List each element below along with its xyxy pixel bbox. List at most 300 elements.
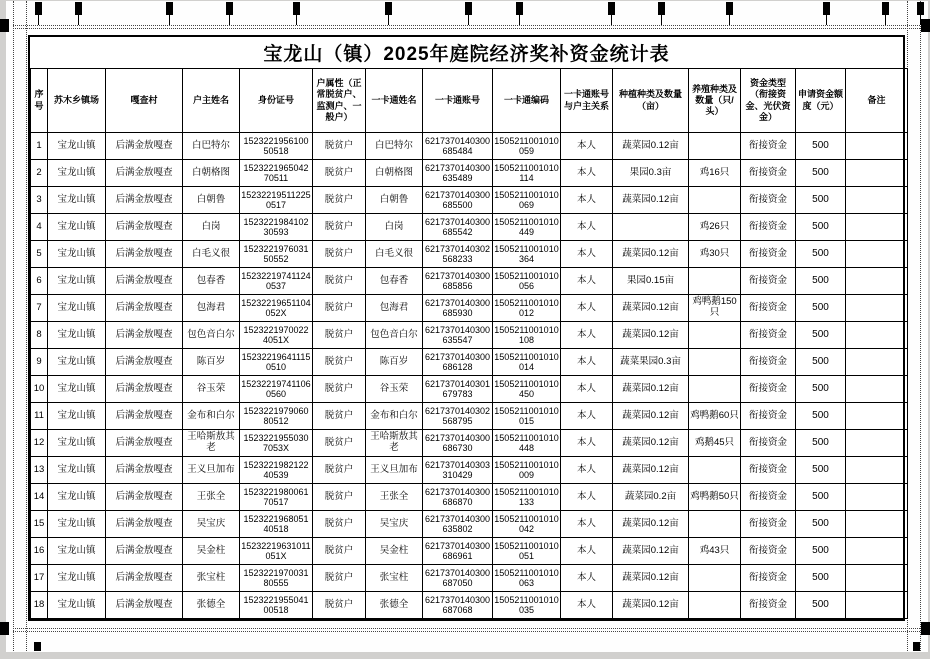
cell-account: 6217370140300686128 <box>423 349 493 376</box>
table-row <box>31 241 908 268</box>
cell-attr: 脱贫户 <box>313 322 366 349</box>
cell-name: 白毛义很 <box>183 241 240 268</box>
cell-code: 1505211001010364 <box>493 241 561 268</box>
cell-account: 6217370140300635547 <box>423 322 493 349</box>
cell-no: 10 <box>31 376 48 403</box>
cell-breeding: 鸡43只 <box>689 538 741 565</box>
cell-breeding <box>689 511 741 538</box>
cell-id: 15232219700224051X <box>240 322 313 349</box>
cell-remark <box>846 376 908 403</box>
cell-code: 1505211001010133 <box>493 484 561 511</box>
table-row <box>31 403 908 430</box>
cell-planting: 蔬菜果园0.3亩 <box>613 349 689 376</box>
cell-no: 3 <box>31 187 48 214</box>
margin-handle[interactable] <box>0 622 9 635</box>
cell-no: 5 <box>31 241 48 268</box>
cell-township: 宝龙山镇 <box>48 133 106 160</box>
cell-id: 15232219631011051X <box>240 538 313 565</box>
cell-name: 张德全 <box>183 592 240 619</box>
cell-amount: 500 <box>796 538 846 565</box>
cell-code: 1505211001010014 <box>493 349 561 376</box>
cell-township: 宝龙山镇 <box>48 160 106 187</box>
cell-card_name: 白巴特尔 <box>366 133 423 160</box>
cell-attr: 脱贫户 <box>313 268 366 295</box>
cell-township: 宝龙山镇 <box>48 376 106 403</box>
cell-village: 后满金敖嘎查 <box>106 538 183 565</box>
column-header-relation: 一卡通账号与户主关系 <box>561 69 613 133</box>
cell-no: 8 <box>31 322 48 349</box>
cell-planting: 蔬菜园0.12亩 <box>613 133 689 160</box>
cell-code: 1505211001010042 <box>493 511 561 538</box>
cell-township: 宝龙山镇 <box>48 295 106 322</box>
cell-id: 152322198410230593 <box>240 214 313 241</box>
column-width-handle[interactable] <box>823 2 830 15</box>
cell-amount: 500 <box>796 511 846 538</box>
margin-handle[interactable] <box>913 642 920 651</box>
column-width-handle[interactable] <box>658 2 665 15</box>
cell-attr: 脱贫户 <box>313 349 366 376</box>
cell-remark <box>846 214 908 241</box>
cell-amount: 500 <box>796 295 846 322</box>
cell-id: 152322195504100518 <box>240 592 313 619</box>
cell-village: 后满金敖嘎查 <box>106 511 183 538</box>
cell-attr: 脱贫户 <box>313 214 366 241</box>
cell-card_name: 张宝柱 <box>366 565 423 592</box>
table-row <box>31 565 908 592</box>
cell-village: 后满金敖嘎查 <box>106 484 183 511</box>
cell-attr: 脱贫户 <box>313 160 366 187</box>
column-width-handle[interactable] <box>516 2 523 15</box>
cell-relation: 本人 <box>561 457 613 484</box>
cell-relation: 本人 <box>561 592 613 619</box>
data-table <box>30 68 908 619</box>
cell-remark <box>846 484 908 511</box>
cell-relation: 本人 <box>561 214 613 241</box>
cell-relation: 本人 <box>561 484 613 511</box>
column-width-handle[interactable] <box>226 2 233 15</box>
cell-planting: 蔬菜园0.12亩 <box>613 511 689 538</box>
table-row <box>31 511 908 538</box>
cell-breeding <box>689 322 741 349</box>
cell-account: 6217370140302568795 <box>423 403 493 430</box>
table-row <box>31 484 908 511</box>
cell-fund: 衔接资金 <box>741 160 796 187</box>
cell-breeding <box>689 565 741 592</box>
cell-township: 宝龙山镇 <box>48 268 106 295</box>
table-row <box>31 376 908 403</box>
cell-village: 后满金敖嘎查 <box>106 268 183 295</box>
table-row <box>31 349 908 376</box>
cell-amount: 500 <box>796 133 846 160</box>
cell-amount: 500 <box>796 160 846 187</box>
cell-township: 宝龙山镇 <box>48 511 106 538</box>
cell-amount: 500 <box>796 349 846 376</box>
cell-remark <box>846 187 908 214</box>
cell-account: 6217370140300685484 <box>423 133 493 160</box>
table-row <box>31 430 908 457</box>
cell-card_name: 吴金柱 <box>366 538 423 565</box>
cell-relation: 本人 <box>561 295 613 322</box>
table-title: 宝龙山（镇）2025年庭院经济奖补资金统计表 <box>263 44 670 65</box>
cell-relation: 本人 <box>561 133 613 160</box>
cell-amount: 500 <box>796 430 846 457</box>
cell-card_name: 张德全 <box>366 592 423 619</box>
cell-id: 152322197906080512 <box>240 403 313 430</box>
cell-no: 1 <box>31 133 48 160</box>
margin-line <box>13 1 14 651</box>
cell-township: 宝龙山镇 <box>48 592 106 619</box>
cell-code: 1505211001010012 <box>493 295 561 322</box>
cell-code: 1505211001010450 <box>493 376 561 403</box>
cell-no: 2 <box>31 160 48 187</box>
cell-village: 后满金敖嘎查 <box>106 214 183 241</box>
cell-attr: 脱贫户 <box>313 592 366 619</box>
table-row <box>31 214 908 241</box>
cell-card_name: 陈百岁 <box>366 349 423 376</box>
cell-card_name: 谷玉荣 <box>366 376 423 403</box>
cell-id: 15232219651104052X <box>240 295 313 322</box>
cell-code: 1505211001010114 <box>493 160 561 187</box>
margin-handle[interactable] <box>921 622 930 635</box>
cell-township: 宝龙山镇 <box>48 241 106 268</box>
cell-account: 6217370140300686870 <box>423 484 493 511</box>
cell-name: 包海君 <box>183 295 240 322</box>
column-header-code: 一卡通编码 <box>493 69 561 133</box>
cell-village: 后满金敖嘎查 <box>106 322 183 349</box>
cell-village: 后满金敖嘎查 <box>106 457 183 484</box>
cell-id: 152322196411150510 <box>240 349 313 376</box>
cell-attr: 脱贫户 <box>313 241 366 268</box>
cell-village: 后满金敖嘎查 <box>106 403 183 430</box>
header-row <box>31 69 908 133</box>
cell-code: 1505211001010035 <box>493 592 561 619</box>
cell-planting: 蔬菜园0.12亩 <box>613 295 689 322</box>
cell-attr: 脱贫户 <box>313 511 366 538</box>
cell-account: 6217370140300687050 <box>423 565 493 592</box>
cell-remark <box>846 457 908 484</box>
margin-handle[interactable] <box>921 19 930 32</box>
cell-no: 18 <box>31 592 48 619</box>
cell-relation: 本人 <box>561 241 613 268</box>
cell-breeding: 鸡鸭鹅50只 <box>689 484 741 511</box>
cell-id: 15232219550307053X <box>240 430 313 457</box>
cell-planting: 果园0.15亩 <box>613 268 689 295</box>
cell-relation: 本人 <box>561 538 613 565</box>
cell-township: 宝龙山镇 <box>48 538 106 565</box>
cell-attr: 脱贫户 <box>313 403 366 430</box>
cell-remark <box>846 403 908 430</box>
cell-attr: 脱贫户 <box>313 484 366 511</box>
margin-line <box>13 628 920 629</box>
cell-amount: 500 <box>796 241 846 268</box>
cell-planting: 蔬菜园0.12亩 <box>613 403 689 430</box>
cell-amount: 500 <box>796 457 846 484</box>
cell-id: 152322197003180555 <box>240 565 313 592</box>
cell-no: 7 <box>31 295 48 322</box>
cell-card_name: 王哈斯敖其老 <box>366 430 423 457</box>
cell-no: 12 <box>31 430 48 457</box>
cell-name: 王张全 <box>183 484 240 511</box>
cell-id: 152322195112250517 <box>240 187 313 214</box>
cell-village: 后满金敖嘎查 <box>106 241 183 268</box>
cell-id: 152322195610050518 <box>240 133 313 160</box>
cell-remark <box>846 349 908 376</box>
cell-no: 4 <box>31 214 48 241</box>
cell-no: 11 <box>31 403 48 430</box>
column-width-handle[interactable] <box>293 2 300 15</box>
column-width-handle[interactable] <box>75 2 82 15</box>
column-header-amount: 申请资金额度（元） <box>796 69 846 133</box>
cell-fund: 衔接资金 <box>741 565 796 592</box>
cell-name: 陈百岁 <box>183 349 240 376</box>
cell-township: 宝龙山镇 <box>48 187 106 214</box>
margin-line <box>26 1 27 651</box>
column-header-remark: 备注 <box>846 69 908 133</box>
cell-attr: 脱贫户 <box>313 133 366 160</box>
cell-account: 6217370140300686730 <box>423 430 493 457</box>
cell-village: 后满金敖嘎查 <box>106 295 183 322</box>
cell-planting: 蔬菜园0.12亩 <box>613 241 689 268</box>
column-width-handle[interactable] <box>465 2 472 15</box>
cell-fund: 衔接资金 <box>741 376 796 403</box>
cell-card_name: 吴宝庆 <box>366 511 423 538</box>
cell-remark <box>846 511 908 538</box>
cell-planting: 蔬菜园0.12亩 <box>613 430 689 457</box>
cell-name: 白朝格图 <box>183 160 240 187</box>
cell-card_name: 包海君 <box>366 295 423 322</box>
column-header-account: 一卡通账号 <box>423 69 493 133</box>
cell-relation: 本人 <box>561 349 613 376</box>
table-row <box>31 322 908 349</box>
column-header-breeding: 养殖种类及数量（只/头） <box>689 69 741 133</box>
cell-township: 宝龙山镇 <box>48 484 106 511</box>
cell-amount: 500 <box>796 322 846 349</box>
cell-breeding <box>689 133 741 160</box>
cell-amount: 500 <box>796 187 846 214</box>
cell-name: 王义旦加布 <box>183 457 240 484</box>
column-width-handle[interactable] <box>608 2 615 15</box>
table-row <box>31 592 908 619</box>
cell-account: 6217370140300635489 <box>423 160 493 187</box>
cell-attr: 脱贫户 <box>313 565 366 592</box>
cell-township: 宝龙山镇 <box>48 349 106 376</box>
cell-no: 6 <box>31 268 48 295</box>
cell-code: 1505211001010448 <box>493 430 561 457</box>
cell-planting: 蔬菜园0.12亩 <box>613 457 689 484</box>
cell-id: 152322196504270511 <box>240 160 313 187</box>
cell-account: 6217370140300686961 <box>423 538 493 565</box>
cell-breeding: 鸡26只 <box>689 214 741 241</box>
cell-fund: 衔接资金 <box>741 268 796 295</box>
cell-account: 6217370140300687068 <box>423 592 493 619</box>
cell-attr: 脱贫户 <box>313 187 366 214</box>
column-width-handle[interactable] <box>166 2 173 15</box>
column-header-no: 序号 <box>31 69 48 133</box>
cell-relation: 本人 <box>561 511 613 538</box>
cell-id: 152322198212240539 <box>240 457 313 484</box>
cell-code: 1505211001010051 <box>493 538 561 565</box>
cell-fund: 衔接资金 <box>741 511 796 538</box>
margin-line <box>13 28 920 29</box>
cell-relation: 本人 <box>561 160 613 187</box>
column-width-handle[interactable] <box>385 2 392 15</box>
cell-breeding <box>689 349 741 376</box>
cell-card_name: 金布和白尔 <box>366 403 423 430</box>
cell-remark <box>846 322 908 349</box>
cell-remark <box>846 538 908 565</box>
cell-breeding <box>689 592 741 619</box>
cell-card_name: 王张全 <box>366 484 423 511</box>
column-header-id: 身份证号 <box>240 69 313 133</box>
cell-code: 1505211001010009 <box>493 457 561 484</box>
cell-township: 宝龙山镇 <box>48 403 106 430</box>
cell-relation: 本人 <box>561 430 613 457</box>
cell-card_name: 王义旦加布 <box>366 457 423 484</box>
column-header-card_name: 一卡通姓名 <box>366 69 423 133</box>
cell-village: 后满金敖嘎查 <box>106 430 183 457</box>
cell-remark <box>846 268 908 295</box>
cell-breeding: 鸡鹅45只 <box>689 430 741 457</box>
cell-account: 6217370140301679783 <box>423 376 493 403</box>
margin-handle[interactable] <box>0 19 9 32</box>
margin-handle[interactable] <box>34 642 41 651</box>
column-header-village: 嘎查村 <box>106 69 183 133</box>
cell-fund: 衔接资金 <box>741 295 796 322</box>
cell-name: 包春香 <box>183 268 240 295</box>
cell-planting <box>613 214 689 241</box>
column-header-fund: 资金类型（衔接资金、光伏资金） <box>741 69 796 133</box>
cell-fund: 衔接资金 <box>741 538 796 565</box>
table-row <box>31 538 908 565</box>
table-row <box>31 133 908 160</box>
margin-line <box>920 1 921 651</box>
cell-attr: 脱贫户 <box>313 376 366 403</box>
cell-amount: 500 <box>796 484 846 511</box>
cell-name: 白岗 <box>183 214 240 241</box>
cell-account: 6217370140300685542 <box>423 214 493 241</box>
cell-village: 后满金敖嘎查 <box>106 565 183 592</box>
cell-village: 后满金敖嘎查 <box>106 349 183 376</box>
cell-fund: 衔接资金 <box>741 457 796 484</box>
cell-fund: 衔接资金 <box>741 241 796 268</box>
cell-code: 1505211001010059 <box>493 133 561 160</box>
table-row <box>31 457 908 484</box>
cell-account: 6217370140300635802 <box>423 511 493 538</box>
cell-card_name: 白朝鲁 <box>366 187 423 214</box>
cell-relation: 本人 <box>561 376 613 403</box>
cell-name: 张宝柱 <box>183 565 240 592</box>
cell-township: 宝龙山镇 <box>48 430 106 457</box>
cell-fund: 衔接资金 <box>741 349 796 376</box>
cell-remark <box>846 160 908 187</box>
cell-name: 包色音白尔 <box>183 322 240 349</box>
cell-id: 152322197411060560 <box>240 376 313 403</box>
cell-account: 6217370140303310429 <box>423 457 493 484</box>
cell-card_name: 白岗 <box>366 214 423 241</box>
cell-code: 1505211001010015 <box>493 403 561 430</box>
cell-fund: 衔接资金 <box>741 403 796 430</box>
cell-no: 13 <box>31 457 48 484</box>
cell-remark <box>846 565 908 592</box>
cell-name: 王哈斯敖其老 <box>183 430 240 457</box>
cell-code: 1505211001010063 <box>493 565 561 592</box>
cell-village: 后满金敖嘎查 <box>106 133 183 160</box>
cell-amount: 500 <box>796 403 846 430</box>
table-row <box>31 160 908 187</box>
cell-breeding <box>689 268 741 295</box>
cell-no: 15 <box>31 511 48 538</box>
cell-relation: 本人 <box>561 187 613 214</box>
cell-breeding <box>689 457 741 484</box>
cell-account: 6217370140302568233 <box>423 241 493 268</box>
cell-township: 宝龙山镇 <box>48 565 106 592</box>
cell-relation: 本人 <box>561 403 613 430</box>
cell-fund: 衔接资金 <box>741 133 796 160</box>
cell-planting: 蔬菜园0.12亩 <box>613 376 689 403</box>
cell-remark <box>846 295 908 322</box>
cell-card_name: 白毛义很 <box>366 241 423 268</box>
cell-planting: 果园0.3亩 <box>613 160 689 187</box>
cell-planting: 蔬菜园0.12亩 <box>613 538 689 565</box>
table-row <box>31 295 908 322</box>
cell-attr: 脱贫户 <box>313 538 366 565</box>
column-width-handle[interactable] <box>726 2 733 15</box>
cell-village: 后满金敖嘎查 <box>106 160 183 187</box>
table-row <box>31 268 908 295</box>
cell-township: 宝龙山镇 <box>48 214 106 241</box>
cell-id: 152322198006170517 <box>240 484 313 511</box>
cell-name: 吴宝庆 <box>183 511 240 538</box>
column-header-township: 苏木乡镇场 <box>48 69 106 133</box>
column-width-handle[interactable] <box>35 2 42 15</box>
cell-no: 16 <box>31 538 48 565</box>
cell-fund: 衔接资金 <box>741 322 796 349</box>
cell-breeding: 鸡30只 <box>689 241 741 268</box>
cell-code: 1505211001010108 <box>493 322 561 349</box>
cell-remark <box>846 592 908 619</box>
cell-amount: 500 <box>796 376 846 403</box>
column-width-handle[interactable] <box>882 2 889 15</box>
cell-amount: 500 <box>796 565 846 592</box>
cell-code: 1505211001010056 <box>493 268 561 295</box>
cell-name: 金布和白尔 <box>183 403 240 430</box>
cell-planting: 蔬菜园0.12亩 <box>613 322 689 349</box>
cell-planting: 蔬菜园0.12亩 <box>613 565 689 592</box>
column-header-name: 户主姓名 <box>183 69 240 133</box>
cell-amount: 500 <box>796 592 846 619</box>
statistics-sheet <box>28 35 905 621</box>
cell-name: 白朝鲁 <box>183 187 240 214</box>
cell-village: 后满金敖嘎查 <box>106 592 183 619</box>
column-width-handle[interactable] <box>917 2 924 15</box>
cell-code: 1505211001010069 <box>493 187 561 214</box>
cell-relation: 本人 <box>561 322 613 349</box>
cell-planting: 蔬菜园0.12亩 <box>613 592 689 619</box>
cell-village: 后满金敖嘎查 <box>106 187 183 214</box>
cell-fund: 衔接资金 <box>741 484 796 511</box>
cell-relation: 本人 <box>561 268 613 295</box>
cell-account: 6217370140300685930 <box>423 295 493 322</box>
cell-remark <box>846 241 908 268</box>
margin-line <box>13 25 920 26</box>
cell-card_name: 包色音白尔 <box>366 322 423 349</box>
cell-card_name: 包春香 <box>366 268 423 295</box>
column-header-attr: 户属性（正常脱贫户、监测户、一般户） <box>313 69 366 133</box>
cell-village: 后满金敖嘎查 <box>106 376 183 403</box>
cell-id: 152322197603150552 <box>240 241 313 268</box>
cell-code: 1505211001010449 <box>493 214 561 241</box>
cell-no: 14 <box>31 484 48 511</box>
